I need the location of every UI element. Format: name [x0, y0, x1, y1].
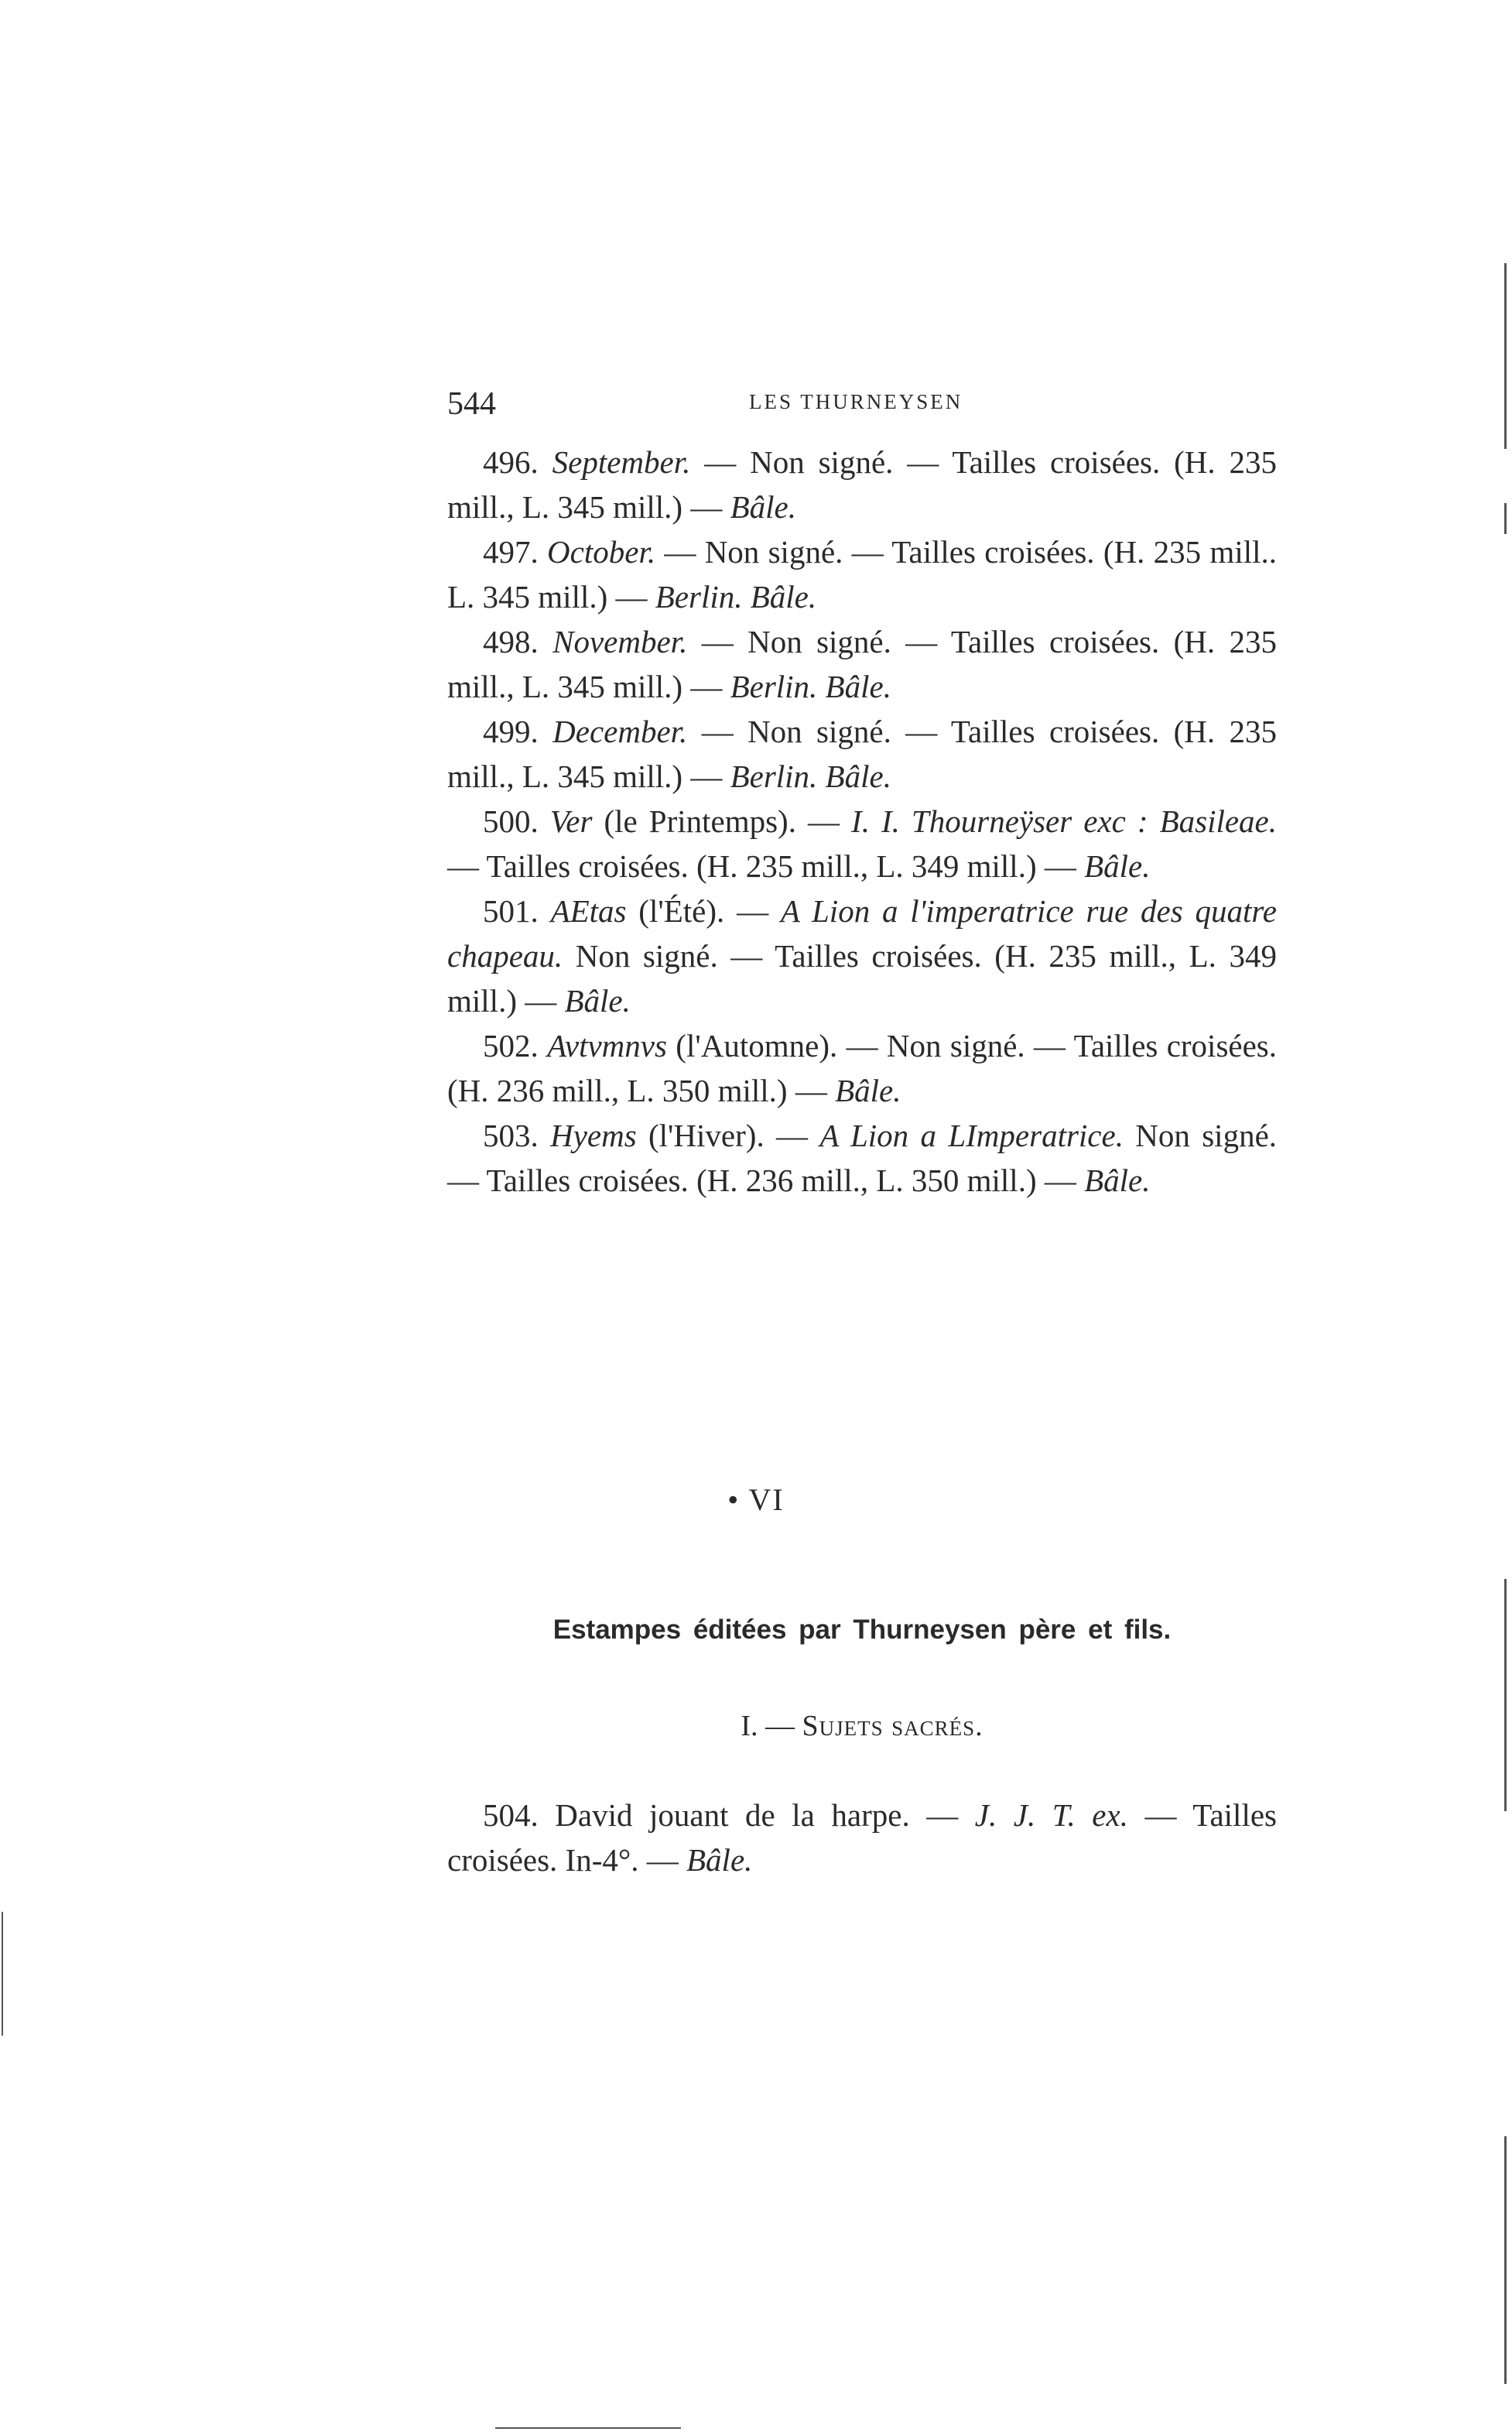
scan-edge-mark: [1504, 1579, 1507, 1811]
entry-text: — Non signé. — Tailles croisées. (H. 235 mill., L. 345 mill.) —: [447, 444, 1278, 525]
catalogue-entry: [447, 619, 1277, 709]
entry-number: 501.: [483, 893, 539, 929]
entry-title: Ver: [549, 803, 593, 839]
subsection-name: Sujets sacrés.: [802, 1710, 983, 1742]
scan-edge-mark: [1504, 2136, 1507, 2384]
entry-title: Hyems: [550, 1118, 637, 1153]
entry-number: 497.: [483, 534, 539, 570]
entry-inscription: I. I. Thourneÿser exc : Basileae.: [851, 803, 1277, 839]
entry-location: Bâle.: [686, 1842, 753, 1878]
entry-title: October.: [547, 534, 656, 570]
entry-title: September.: [552, 444, 691, 480]
entry-number: 504.: [483, 1797, 539, 1833]
entry-text: — Tailles croisées. (H. 235 mill., L. 349 mill.) —: [447, 848, 1085, 884]
entry-location: Bâle.: [1084, 1163, 1151, 1198]
running-title: LES THURNEYSEN: [749, 390, 963, 413]
entry-location: Bâle.: [1084, 848, 1151, 884]
catalogue-entry: [447, 1023, 1277, 1113]
entry-text: (l'Hiver). —: [636, 1118, 820, 1153]
entry-inscription: A Lion a LImperatrice.: [819, 1118, 1124, 1153]
entry-text: Non signé. — Tailles croisées. (H. 235 mill., L. 349 mill.) —: [447, 938, 1277, 1019]
entry-number: 500.: [483, 803, 539, 839]
scan-edge-mark: [495, 2427, 681, 2429]
scan-edge-mark: [1504, 263, 1507, 449]
catalogue-entry: [447, 889, 1277, 1023]
entry-text: — Non signé. — Tailles croisées. (H. 235 mill.. L. 345 mill.) —: [447, 534, 1277, 615]
entry-text: — Non signé. — Tailles croisées. (H. 235 mill., L. 345 mill.) —: [447, 624, 1277, 704]
entry-title: AEtas: [550, 893, 627, 929]
entry-number: 503.: [483, 1118, 539, 1153]
catalogue-entry: [447, 709, 1277, 799]
scan-edge-mark: [2, 1912, 3, 2036]
entry-number: 499.: [483, 714, 539, 749]
entry-text: (l'Automne). — Non signé. — Tailles croisées. (H. 236 mill., L. 350 mill.) —: [447, 1028, 1278, 1108]
entry-text: David jouant de la harpe. —: [538, 1797, 975, 1833]
entry-text: — Tailles croisées. In-4°. —: [447, 1797, 1277, 1878]
catalogue-entries: [447, 440, 1277, 1203]
catalogue-entry: [447, 1793, 1277, 1882]
catalogue-entry: [447, 529, 1277, 619]
section-title: Estampes éditées par Thurneysen père et fils.: [552, 1615, 1172, 1645]
subsection-prefix: I. —: [741, 1710, 802, 1742]
entry-inscription: A Lion a l'imperatrice rue des quatre chapeau.: [447, 893, 1278, 974]
catalogue-entry: [447, 440, 1277, 529]
entry-text: Non signé. — Tailles croisées. (H. 236 mill., L. 350 mill.) —: [447, 1118, 1278, 1198]
entry-location: Bâle.: [730, 489, 796, 525]
catalogue-entry: [447, 1113, 1277, 1203]
entry-title: Avtvmnvs: [547, 1028, 667, 1063]
entry-location: Bâle.: [835, 1073, 901, 1108]
scan-edge-mark: [1504, 503, 1507, 534]
entry-text: — Non signé. — Tailles croisées. (H. 235 mill., L. 345 mill.) —: [447, 714, 1278, 794]
entry-title: December.: [552, 714, 688, 749]
page-number: 544: [447, 386, 496, 422]
entry-number: 502.: [483, 1028, 539, 1063]
entry-location: Berlin. Bâle.: [730, 759, 891, 794]
catalogue-entries: [447, 1793, 1277, 1882]
entry-number: 498.: [483, 624, 539, 659]
entry-title: November.: [552, 624, 688, 659]
section-number: • VI: [727, 1482, 785, 1517]
running-head: [447, 385, 1277, 424]
subsection-title: [447, 1709, 1277, 1743]
catalogue-entry: [447, 799, 1277, 889]
entry-location: Berlin. Bâle.: [655, 579, 817, 615]
entry-inscription: J. J. T. ex.: [974, 1797, 1128, 1833]
entry-number: 496.: [483, 444, 539, 480]
entry-location: Bâle.: [564, 983, 631, 1019]
entry-text: (l'Été). —: [626, 893, 781, 929]
entry-location: Berlin. Bâle.: [730, 669, 891, 704]
entry-text: (le Printemps). —: [592, 803, 852, 839]
